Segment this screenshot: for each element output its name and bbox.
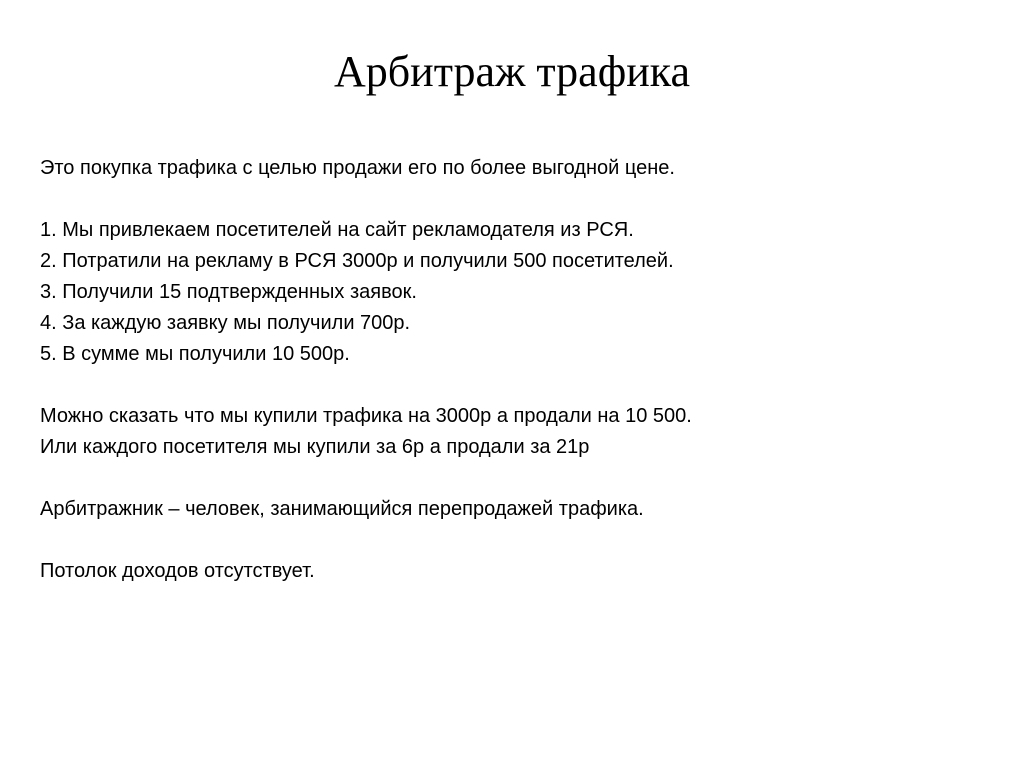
- definition-text: Арбитражник – человек, занимающийся перепродажей трафика.: [40, 498, 644, 520]
- step-item: 1. Мы привлекаем посетителей на сайт рекламодателя из РСЯ.: [40, 219, 634, 241]
- spacer: [40, 463, 1000, 494]
- spacer: [40, 525, 1000, 556]
- steps-list: [40, 215, 1000, 370]
- spacer: [40, 184, 1000, 215]
- step-item: 5. В сумме мы получили 10 500р.: [40, 343, 350, 365]
- intro-text: Это покупка трафика с целью продажи его по более выгодной цене.: [40, 157, 675, 179]
- summary-line: Или каждого посетителя мы купили за 6р а продали за 21р: [40, 436, 590, 458]
- step-item: 4. За каждую заявку мы получили 700р.: [40, 312, 411, 334]
- summary-block: [40, 401, 1000, 463]
- step-item: 2. Потратили на рекламу в РСЯ 3000р и получили 500 посетителей.: [40, 250, 674, 272]
- summary-line: Можно сказать что мы купили трафика на 3000р а продали на 10 500.: [40, 405, 692, 427]
- conclusion-text: Потолок доходов отсутствует.: [40, 560, 315, 582]
- slide-title: Арбитраж трафика: [334, 47, 690, 96]
- step-item: 3. Получили 15 подтвержденных заявок.: [40, 281, 417, 303]
- spacer: [40, 370, 1000, 401]
- slide-body: [40, 153, 1000, 587]
